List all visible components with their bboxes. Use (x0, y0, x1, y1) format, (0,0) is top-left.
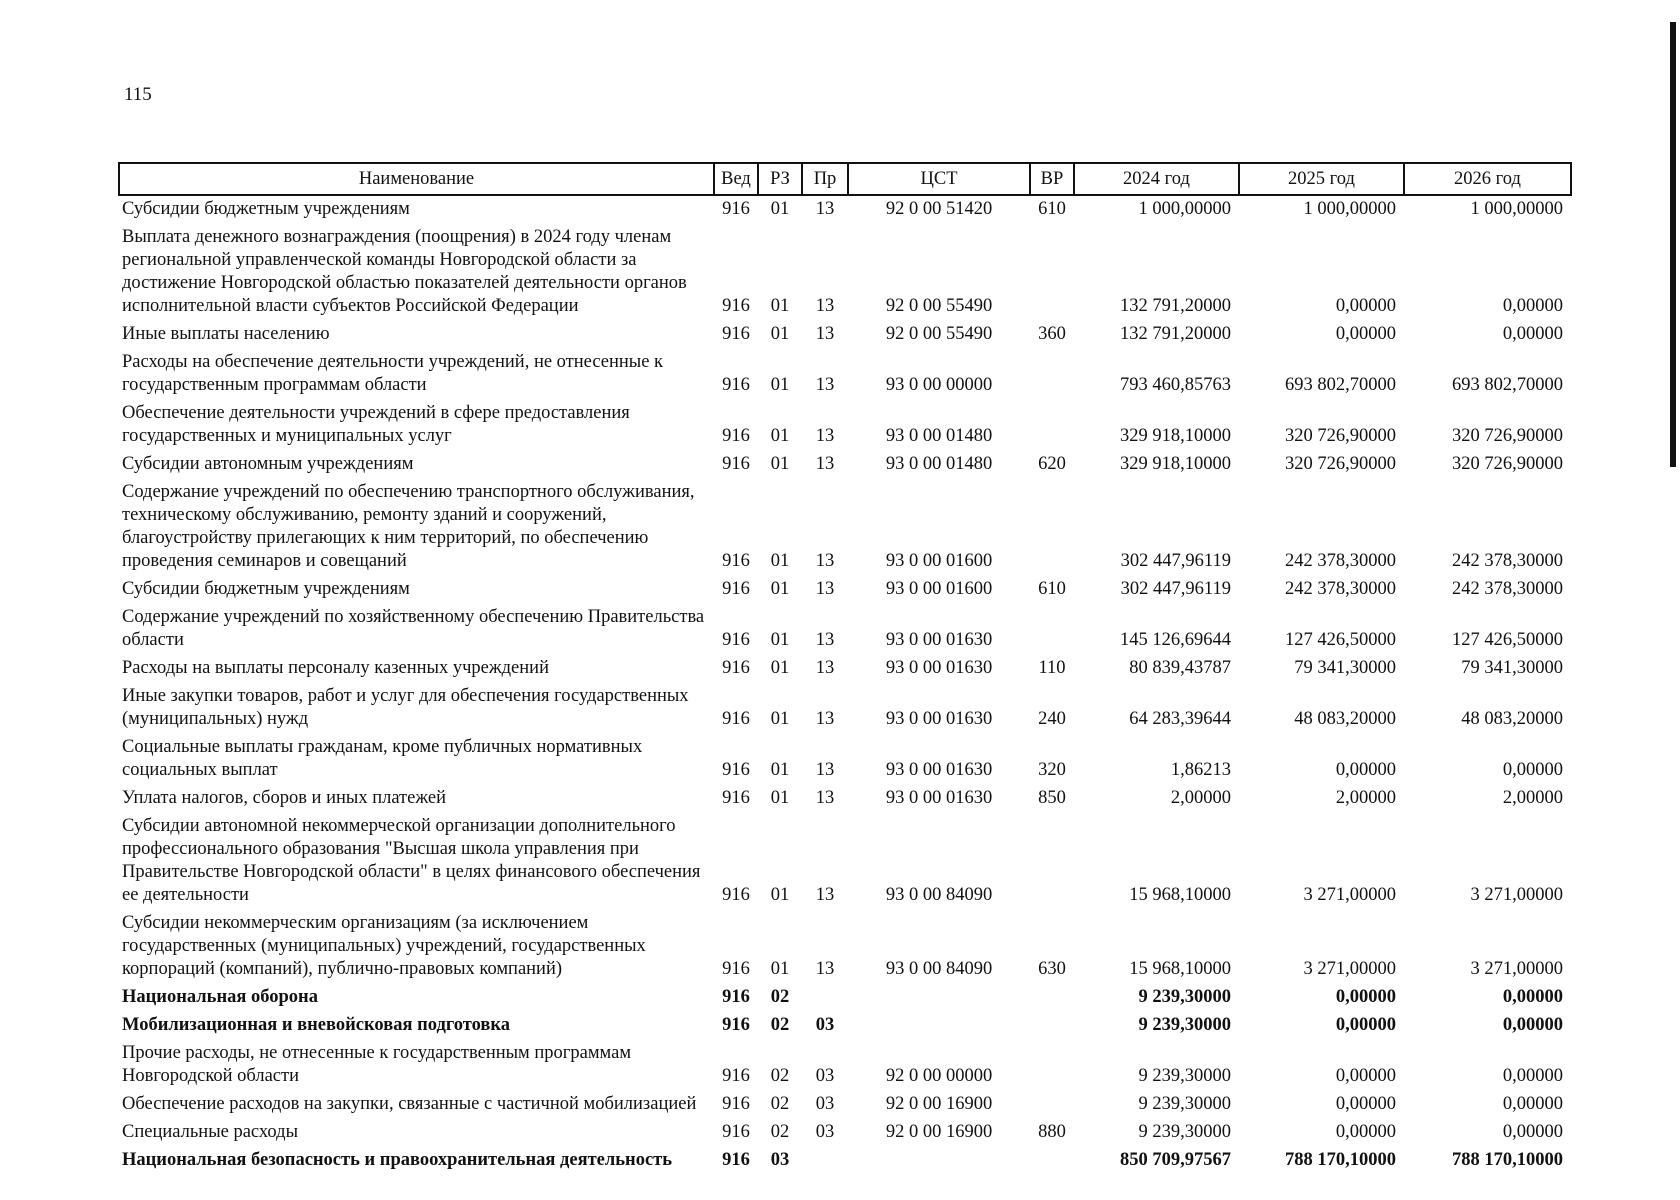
cell-2025: 693 802,70000 (1285, 375, 1396, 395)
cell-ved: 916 (722, 885, 750, 905)
cell-vr: 620 (1038, 454, 1066, 474)
cell-pr: 03 (815, 1122, 835, 1142)
cell-rz: 01 (770, 788, 790, 808)
cell-2024: 1 000,00000 (1138, 199, 1231, 219)
cell-2026: 0,00000 (1502, 760, 1563, 780)
cell-vr: 630 (1038, 959, 1066, 979)
cell-2024: 64 283,39644 (1129, 709, 1231, 729)
cell-2026: 0,00000 (1502, 324, 1563, 344)
cell-2026: 0,00000 (1502, 296, 1563, 316)
cell-name: Иные выплаты населению (122, 324, 330, 344)
cell-cst: 93 0 00 01600 (885, 579, 993, 599)
header-rz: РЗ (758, 163, 802, 195)
cell-ved: 916 (722, 579, 750, 599)
cell-name: Национальная оборона (122, 987, 318, 1007)
cell-2025: 0,00000 (1335, 1066, 1396, 1086)
cell-vr (1030, 984, 1074, 1012)
cell-name: Содержание учреждений по обеспечению транспортного обслуживания, техническому обслуживанию, ремонту зданий и сооружений, благоустройству прилегающих к ним территорий, по обеспечению проведения семинаров и совещаний (122, 482, 695, 571)
cell-rz: 03 (770, 1150, 790, 1170)
cell-rz: 01 (770, 658, 790, 678)
cell-pr: 13 (815, 324, 835, 344)
cell-pr: 13 (815, 579, 835, 599)
cell-name: Прочие расходы, не отнесенные к государственным программам Новгородской области (122, 1043, 632, 1086)
table-row (119, 479, 1571, 576)
cell-pr: 13 (815, 375, 835, 395)
cell-vr: 110 (1038, 658, 1066, 678)
cell-rz: 02 (770, 1015, 790, 1035)
cell-2026: 127 426,50000 (1452, 630, 1563, 650)
cell-2025: 2,00000 (1335, 788, 1396, 808)
cell-name: Обеспечение деятельности учреждений в сфере предоставления государственных и муниципальных услуг (122, 403, 630, 446)
table-row (119, 604, 1571, 655)
table-header (119, 163, 1571, 195)
cell-cst: 93 0 00 01630 (885, 630, 993, 650)
cell-2024: 15 968,10000 (1129, 959, 1231, 979)
cell-cst (848, 1012, 1030, 1040)
cell-ved: 916 (722, 987, 750, 1007)
cell-2025: 0,00000 (1335, 760, 1396, 780)
cell-rz: 01 (770, 709, 790, 729)
header-name: Наименование (119, 163, 714, 195)
table-row (119, 576, 1571, 604)
cell-ved: 916 (722, 658, 750, 678)
cell-2024: 9 239,30000 (1138, 1094, 1231, 1114)
cell-name: Специальные расходы (122, 1122, 298, 1142)
cell-ved: 916 (722, 760, 750, 780)
table-body (119, 195, 1571, 1175)
cell-vr: 850 (1038, 788, 1066, 808)
cell-vr (1030, 604, 1074, 655)
cell-rz: 01 (770, 551, 790, 571)
cell-cst (848, 984, 1030, 1012)
cell-rz: 01 (770, 324, 790, 344)
cell-pr: 13 (815, 426, 835, 446)
cell-pr (802, 984, 848, 1012)
cell-2025: 3 271,00000 (1303, 885, 1396, 905)
scan-edge-bar (1670, 22, 1676, 467)
cell-name: Субсидии бюджетным учреждениям (122, 579, 410, 599)
table-row (119, 1040, 1571, 1091)
cell-2025: 0,00000 (1335, 1122, 1396, 1142)
cell-ved: 916 (722, 375, 750, 395)
cell-cst: 93 0 00 84090 (885, 885, 993, 905)
header-2024: 2024 год (1074, 163, 1239, 195)
cell-2024: 132 791,20000 (1120, 324, 1231, 344)
table-row (119, 683, 1571, 734)
cell-2026: 320 726,90000 (1452, 426, 1563, 446)
cell-ved: 916 (722, 454, 750, 474)
cell-2026: 79 341,30000 (1461, 658, 1563, 678)
cell-vr: 320 (1038, 760, 1066, 780)
cell-pr: 13 (815, 788, 835, 808)
cell-2024: 302 447,96119 (1120, 579, 1231, 599)
header-vr: ВР (1030, 163, 1074, 195)
cell-2026: 242 378,30000 (1452, 551, 1563, 571)
cell-vr (1030, 1091, 1074, 1119)
header-pr: Пр (802, 163, 848, 195)
cell-pr: 13 (815, 199, 835, 219)
cell-pr: 13 (815, 885, 835, 905)
cell-name: Расходы на обеспечение деятельности учреждений, не отнесенные к государственным программам области (122, 352, 664, 395)
cell-2026: 242 378,30000 (1452, 579, 1563, 599)
cell-cst: 93 0 00 84090 (885, 959, 993, 979)
cell-cst: 93 0 00 01630 (885, 760, 993, 780)
cell-ved: 916 (722, 324, 750, 344)
cell-name: Расходы на выплаты персоналу казенных учреждений (122, 658, 549, 678)
cell-vr: 880 (1038, 1122, 1066, 1142)
cell-pr: 13 (815, 959, 835, 979)
header-2025: 2025 год (1239, 163, 1404, 195)
header-2026: 2026 год (1404, 163, 1571, 195)
cell-2025: 320 726,90000 (1285, 426, 1396, 446)
cell-2024: 9 239,30000 (1138, 987, 1231, 1007)
cell-2024: 302 447,96119 (1120, 551, 1231, 571)
cell-2024: 329 918,10000 (1120, 454, 1231, 474)
header-cst: ЦСТ (848, 163, 1030, 195)
cell-ved: 916 (722, 709, 750, 729)
cell-cst: 93 0 00 01480 (885, 454, 993, 474)
table-row (119, 400, 1571, 451)
cell-2024: 145 126,69644 (1120, 630, 1231, 650)
table-row (119, 321, 1571, 349)
cell-pr: 13 (815, 296, 835, 316)
cell-cst: 93 0 00 01630 (885, 788, 993, 808)
table-row (119, 195, 1571, 224)
cell-2025: 1 000,00000 (1303, 199, 1396, 219)
page-number: 115 (124, 84, 152, 105)
cell-vr (1030, 349, 1074, 400)
cell-cst (848, 1147, 1030, 1175)
cell-2024: 850 709,97567 (1120, 1150, 1231, 1170)
cell-2025: 48 083,20000 (1294, 709, 1396, 729)
cell-pr: 03 (815, 1066, 835, 1086)
cell-pr: 13 (815, 630, 835, 650)
cell-cst: 92 0 00 55490 (885, 324, 993, 344)
cell-cst: 93 0 00 00000 (885, 375, 993, 395)
table-row (119, 734, 1571, 785)
cell-rz: 02 (770, 987, 790, 1007)
cell-vr: 610 (1038, 199, 1066, 219)
cell-name: Содержание учреждений по хозяйственному обеспечению Правительства области (122, 607, 705, 650)
table-row (119, 1119, 1571, 1147)
cell-2026: 0,00000 (1502, 1066, 1563, 1086)
cell-2026: 0,00000 (1502, 1015, 1563, 1035)
cell-2024: 9 239,30000 (1138, 1066, 1231, 1086)
cell-rz: 01 (770, 959, 790, 979)
cell-rz: 01 (770, 199, 790, 219)
cell-rz: 01 (770, 579, 790, 599)
cell-name: Выплата денежного вознаграждения (поощрения) в 2024 году членам региональной управленческой команды Новгородской области за достижение Новгородской областью показателей деятельности органов исполнительной власти субъектов Российской Федерации (122, 227, 687, 316)
budget-table (118, 162, 1572, 1175)
cell-name: Обеспечение расходов на закупки, связанные с частичной мобилизацией (122, 1094, 697, 1114)
cell-ved: 916 (722, 296, 750, 316)
cell-name: Субсидии бюджетным учреждениям (122, 199, 410, 219)
cell-2026: 0,00000 (1502, 1094, 1563, 1114)
cell-2026: 2,00000 (1502, 788, 1563, 808)
cell-cst: 92 0 00 55490 (885, 296, 993, 316)
cell-cst: 93 0 00 01480 (885, 426, 993, 446)
cell-2026: 320 726,90000 (1452, 454, 1563, 474)
cell-2026: 3 271,00000 (1470, 885, 1563, 905)
table-row (119, 655, 1571, 683)
cell-pr: 13 (815, 658, 835, 678)
cell-ved: 916 (722, 1094, 750, 1114)
cell-2026: 0,00000 (1502, 1122, 1563, 1142)
cell-ved: 916 (722, 1066, 750, 1086)
cell-cst: 92 0 00 51420 (885, 199, 993, 219)
cell-pr (802, 1147, 848, 1175)
cell-rz: 01 (770, 454, 790, 474)
cell-pr: 13 (815, 709, 835, 729)
cell-ved: 916 (722, 1122, 750, 1142)
cell-2024: 329 918,10000 (1120, 426, 1231, 446)
cell-vr (1030, 1012, 1074, 1040)
cell-vr (1030, 224, 1074, 321)
table-row (119, 910, 1571, 984)
cell-2025: 127 426,50000 (1285, 630, 1396, 650)
cell-vr (1030, 1147, 1074, 1175)
cell-pr: 03 (815, 1015, 835, 1035)
cell-vr: 610 (1038, 579, 1066, 599)
cell-ved: 916 (722, 1015, 750, 1035)
cell-rz: 02 (770, 1066, 790, 1086)
cell-name: Мобилизационная и вневойсковая подготовка (122, 1015, 511, 1035)
cell-rz: 01 (770, 760, 790, 780)
cell-2026: 1 000,00000 (1470, 199, 1563, 219)
cell-pr: 03 (815, 1094, 835, 1114)
cell-name: Иные закупки товаров, работ и услуг для обеспечения государственных (муниципальных) нужд (122, 686, 689, 729)
table-row (119, 1091, 1571, 1119)
table-row (119, 1012, 1571, 1040)
cell-2026: 3 271,00000 (1470, 959, 1563, 979)
cell-pr: 13 (815, 454, 835, 474)
cell-2025: 0,00000 (1335, 1015, 1396, 1035)
cell-vr (1030, 1040, 1074, 1091)
cell-pr: 13 (815, 551, 835, 571)
cell-rz: 01 (770, 630, 790, 650)
cell-cst: 92 0 00 16900 (885, 1122, 993, 1142)
cell-vr (1030, 479, 1074, 576)
cell-ved: 916 (722, 199, 750, 219)
cell-2025: 0,00000 (1335, 1094, 1396, 1114)
cell-cst: 92 0 00 00000 (885, 1066, 993, 1086)
cell-2025: 788 170,10000 (1285, 1150, 1396, 1170)
cell-ved: 916 (722, 788, 750, 808)
cell-pr: 13 (815, 760, 835, 780)
cell-2025: 242 378,30000 (1285, 551, 1396, 571)
table-row (119, 224, 1571, 321)
cell-name: Субсидии автономным учреждениям (122, 454, 414, 474)
cell-2025: 0,00000 (1335, 324, 1396, 344)
cell-2024: 15 968,10000 (1129, 885, 1231, 905)
cell-2026: 788 170,10000 (1452, 1150, 1563, 1170)
table-row (119, 813, 1571, 910)
cell-2025: 320 726,90000 (1285, 454, 1396, 474)
cell-vr (1030, 400, 1074, 451)
cell-rz: 01 (770, 375, 790, 395)
cell-2024: 1,86213 (1170, 760, 1231, 780)
cell-vr (1030, 813, 1074, 910)
cell-ved: 916 (722, 959, 750, 979)
cell-vr: 360 (1038, 324, 1066, 344)
cell-2025: 0,00000 (1335, 296, 1396, 316)
cell-2024: 80 839,43787 (1129, 658, 1231, 678)
cell-ved: 916 (722, 426, 750, 446)
cell-vr: 240 (1038, 709, 1066, 729)
table-row (119, 984, 1571, 1012)
cell-2025: 0,00000 (1335, 987, 1396, 1007)
cell-2026: 48 083,20000 (1461, 709, 1563, 729)
cell-ved: 916 (722, 630, 750, 650)
cell-name: Социальные выплаты гражданам, кроме публичных нормативных социальных выплат (122, 737, 643, 780)
cell-2026: 0,00000 (1502, 987, 1563, 1007)
table-row (119, 785, 1571, 813)
table-row (119, 1147, 1571, 1175)
cell-ved: 916 (722, 1150, 750, 1170)
cell-2024: 9 239,30000 (1138, 1015, 1231, 1035)
cell-2024: 2,00000 (1170, 788, 1231, 808)
table-row (119, 451, 1571, 479)
header-ved: Вед (714, 163, 758, 195)
cell-rz: 02 (770, 1094, 790, 1114)
cell-2025: 242 378,30000 (1285, 579, 1396, 599)
cell-name: Субсидии автономной некоммерческой организации дополнительного профессионального образования "Высшая школа управления при Правительстве Новгородской области" в целях финансового обеспечения ее деятельности (122, 816, 701, 905)
cell-cst: 93 0 00 01600 (885, 551, 993, 571)
cell-name: Субсидии некоммерческим организациям (за исключением государственных (муниципальных) учреждений, государственных корпораций (компаний), публично-правовых компаний) (122, 913, 646, 979)
cell-rz: 02 (770, 1122, 790, 1142)
cell-2025: 79 341,30000 (1294, 658, 1396, 678)
cell-rz: 01 (770, 296, 790, 316)
cell-rz: 01 (770, 885, 790, 905)
cell-cst: 93 0 00 01630 (885, 709, 993, 729)
cell-cst: 93 0 00 01630 (885, 658, 993, 678)
cell-ved: 916 (722, 551, 750, 571)
cell-2026: 693 802,70000 (1452, 375, 1563, 395)
cell-cst: 92 0 00 16900 (885, 1094, 993, 1114)
cell-rz: 01 (770, 426, 790, 446)
cell-name: Уплата налогов, сборов и иных платежей (122, 788, 447, 808)
cell-2024: 9 239,30000 (1138, 1122, 1231, 1142)
table-row (119, 349, 1571, 400)
cell-2024: 793 460,85763 (1120, 375, 1231, 395)
cell-name: Национальная безопасность и правоохранительная деятельность (122, 1150, 673, 1170)
cell-2025: 3 271,00000 (1303, 959, 1396, 979)
cell-2024: 132 791,20000 (1120, 296, 1231, 316)
